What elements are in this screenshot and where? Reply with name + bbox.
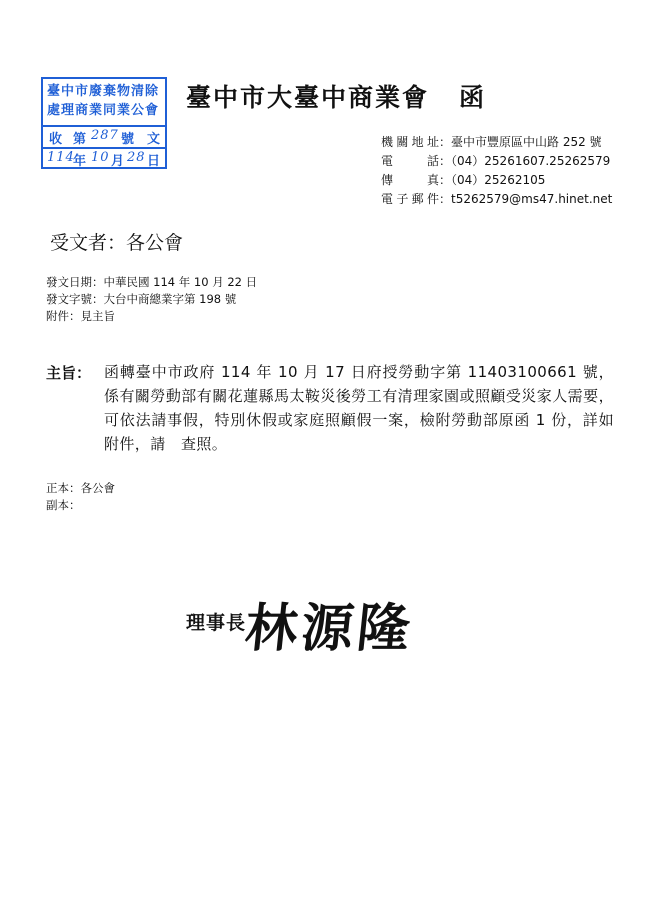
document-title (186, 78, 486, 114)
contact-address-row (381, 133, 612, 152)
contact-colon: ： (439, 154, 452, 168)
dispatch-date-row (46, 274, 257, 291)
original-value: 各公會 (80, 481, 115, 495)
contact-email-row (381, 190, 612, 209)
recipient-label: 受文者： (50, 232, 127, 254)
email-value: t5262579@ms47.hinet.net (451, 192, 613, 206)
stamp-date-year: 114 (47, 150, 75, 165)
subject-text: 函轉臺中市政府 114 年 10 月 17 日府授勞動字第 11403100661 號，係有關勞動部有關花蓮縣馬太鞍災後勞工有清理家園或照顧受災家人需要，可依法請事假，特別休假或家庭照顧假一案，檢附勞動部原函 1 份，詳如附件，請 查照。 (104, 363, 614, 453)
doc-type: 函 (459, 83, 487, 112)
stamp-receipt-row (43, 125, 165, 145)
address-label: 機關地址 (381, 135, 439, 149)
fax-label: 傳真 (381, 173, 439, 187)
dispatch-ref-row (46, 291, 257, 308)
recipient-value: 各公會 (126, 232, 184, 254)
address-value: 臺中市豐原區中山路 252 號 (451, 135, 602, 149)
stamp-receipt-suffix: 號 (121, 132, 135, 147)
dispatch-ref-label: 發文字號： (46, 292, 104, 306)
copy-row (46, 497, 115, 514)
subject-label: 主旨： (46, 364, 92, 382)
original-label: 正本： (46, 481, 81, 495)
email-label: 電子郵件 (381, 192, 439, 206)
stamp-org-line1: 臺中市廢棄物清除 (47, 84, 160, 99)
stamp-date-day-unit: 日 (147, 154, 161, 169)
attachment-label: 附件： (46, 309, 81, 323)
signer-name-seal: 林源隆 (242, 598, 417, 659)
distribution-block (46, 480, 115, 514)
stamp-date-day: 28 (127, 150, 146, 165)
stamp-date-row (43, 147, 165, 167)
contact-phone-row (381, 152, 612, 171)
dispatch-date-label: 發文日期： (46, 275, 104, 289)
dispatch-date-value: 中華民國 114 年 10 月 22 日 (103, 275, 258, 289)
stamp-date-year-unit: 年 (73, 154, 87, 169)
phone-label: 電話 (381, 154, 439, 168)
stamp-date-month-unit: 月 (111, 154, 125, 169)
received-stamp (41, 77, 167, 169)
contact-colon: ： (439, 192, 452, 206)
original-row (46, 480, 115, 497)
stamp-org-line2: 處理商業同業公會 (47, 103, 160, 118)
dispatch-meta (46, 274, 257, 325)
dispatch-ref-value: 大台中商總業字第 198 號 (103, 292, 237, 306)
stamp-receipt-number: 287 (91, 128, 119, 143)
attachment-row (46, 308, 257, 325)
copy-label: 副本： (46, 498, 81, 512)
signer-title: 理事長 (186, 612, 247, 634)
stamp-receipt-label: 收 (49, 132, 63, 147)
stamp-date-month: 10 (91, 150, 110, 165)
stamp-org-name (47, 82, 159, 120)
stamp-receipt-tail: 文 (147, 132, 161, 147)
contact-block (381, 133, 612, 209)
org-name: 臺中市大臺中商業會 (186, 83, 430, 112)
contact-fax-row (381, 171, 612, 190)
phone-value: （04）25261607.25262579 (451, 154, 611, 168)
fax-value: （04）25262105 (451, 173, 546, 187)
stamp-receipt-prefix: 第 (73, 132, 87, 147)
contact-colon: ： (439, 173, 452, 187)
attachment-value: 見主旨 (80, 309, 115, 323)
contact-colon: ： (439, 135, 452, 149)
recipient-line (50, 228, 183, 255)
